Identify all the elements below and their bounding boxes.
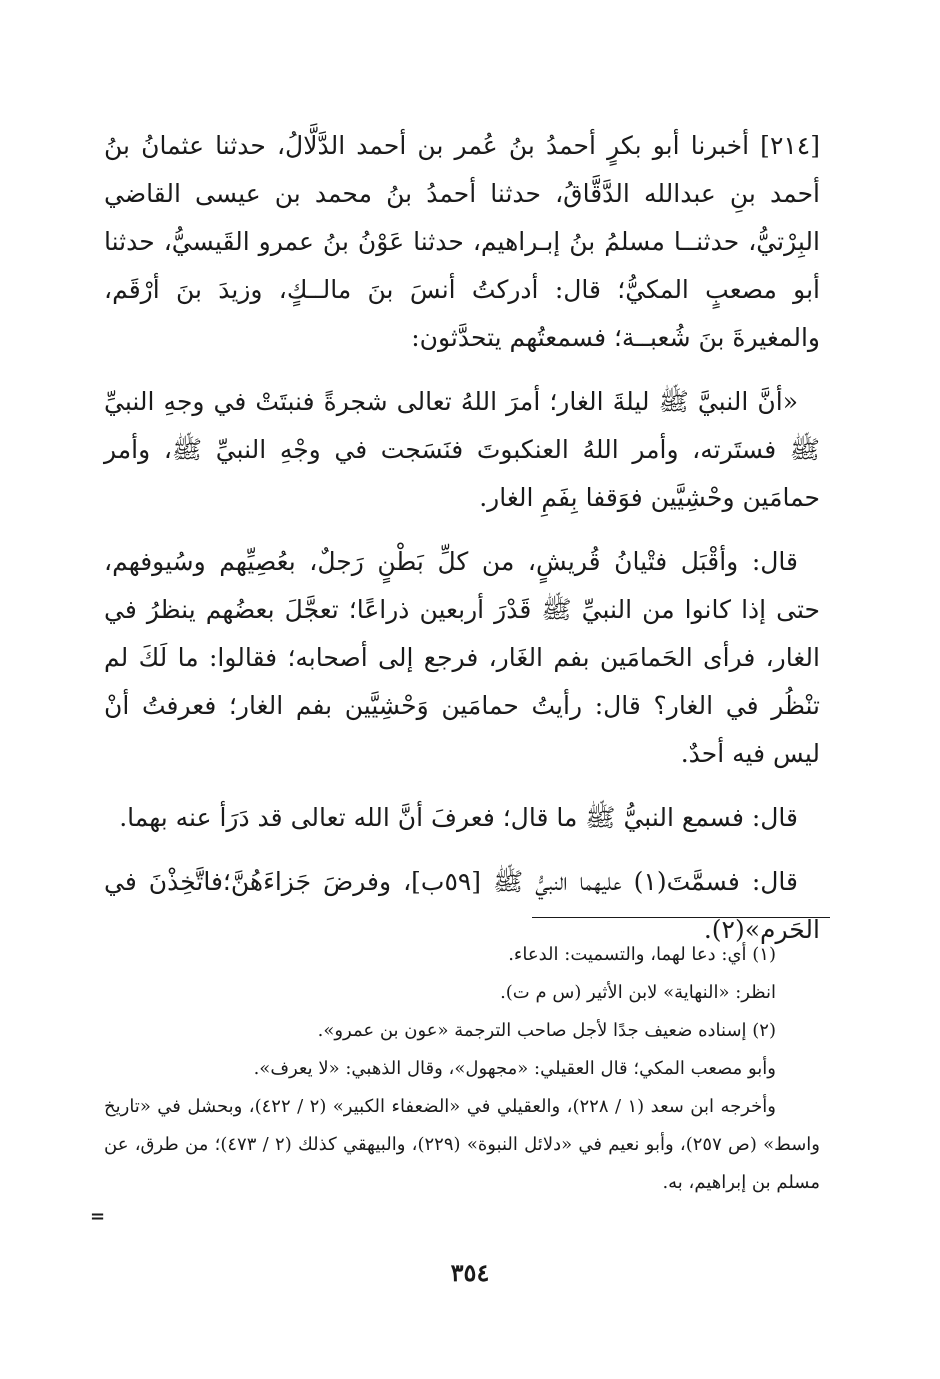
footnote-2-takhrij: وأخرجه ابن سعد (١ / ٢٢٨)، والعقيلي في «الضعفاء الكبير» (٢ / ٤٢٢)، وبحشل في «تاريخ واسط» (ص ٢٥٧)، وأبو نعيم في «دلائل النبوة» (٢٢٩)، والبيهقي كذلك (٢ / ٤٧٣)؛ من طرق، عن مسلم بن إبراهيم، به. — [104, 1096, 820, 1193]
footnote-1-reference: انظر: «النهاية» لابن الأثير (س م ت). — [500, 982, 776, 1003]
paragraph-hadith-matn: «أنَّ النبيَّ ﷺ ليلةَ الغار؛ أمرَ اللهُ تعالى شجرةً فنبتَتْ في وجهِ النبيِّ ﷺ فستَرته، وأمر اللهُ العنكبوتَ فنَسَجت في وجْهِ النبيِّ ﷺ، وأمر حمامَين وحْشِيَّين فوَقفا بِفَمِ الغار. — [104, 387, 820, 512]
footnote-separator — [532, 917, 830, 918]
footnotes-section — [104, 936, 820, 1202]
footnote-2-narrator: وأبو مصعب المكي؛ قال العقيلي: «مجهول»، وقال الذهبي: «لا يعرف». — [253, 1058, 776, 1079]
page-number: ٣٥٤ — [450, 1258, 490, 1287]
paragraph-gap — [104, 842, 820, 858]
paragraph-prophet-heard: قال: فسمع النبيُّ ﷺ ما قال؛ فعرفَ أنَّ الله تعالى قد دَرَأ عنه بهما. — [119, 803, 798, 832]
continuation-mark: = — [90, 1206, 106, 1227]
paragraph-hadith-isnad: [٢١٤] أخبرنا أبو بكرٍ أحمدُ بنُ عُمر بن أحمد الدَّلَّالُ، حدثنا عثمانُ بنُ أحمد بنِ عبدالله الدَّقَّاقُ، حدثنا أحمدُ بنُ محمد بن عيسى القاضي البِرْتيُّ، حدثنــا مسلمُ بنُ إبـراهيم، حدثنا عَوْنُ بنُ عمرو القَيسيُّ، حدثنا أبو مصعبٍ المكيُّ؛ قال: أدركتُ أنسَ بنَ مالــكٍ، وزيدَ بنَ أرْقَم، والمغيرةَ بنَ شُعبــة؛ فسمعتُهم يتحدَّثون: — [104, 131, 820, 352]
footnote-2: (٢) إسناده ضعيف جدًا لأجل صاحب الترجمة «عون بن عمرو». — [317, 1020, 776, 1041]
paragraph-quraysh: قال: وأقْبَل فتْيانُ قُريشٍ، من كلِّ بَطْنٍ رَجلٌ، بعُصِيِّهم وسُيوفهم، حتى إذا كانوا من النبيِّ ﷺ قَدْرَ أربعين ذراعًا؛ تعجَّلَ بعضُهم ينظرُ في الغار، فرأى الحَمامَين بفم الغَار، فرجع إلى أصحابه؛ فقالوا: ما لَكَ لم تنْظُر في الغار؟ قال: رأيتُ حمامَين وَحْشِيَّين بفم الغار؛ فعرفتُ أنْ ليس فيه أحدٌ. — [104, 547, 820, 768]
paragraph-gap — [104, 522, 820, 538]
main-text-body — [104, 122, 820, 954]
paragraph-gap — [104, 362, 820, 378]
paragraph-pigeons-haram: قال: فسمَّتَ(١) عليهما النبيُّ ﷺ [٥٩ب]، وفرضَ جَزاءَهُنَّ؛فاتَّخِذْنَ في الحَرم»(٢). — [104, 867, 820, 944]
footnote-1: (١) أي: دعا لهما، والتسميت: الدعاء. — [508, 944, 776, 965]
paragraph-gap — [104, 778, 820, 794]
